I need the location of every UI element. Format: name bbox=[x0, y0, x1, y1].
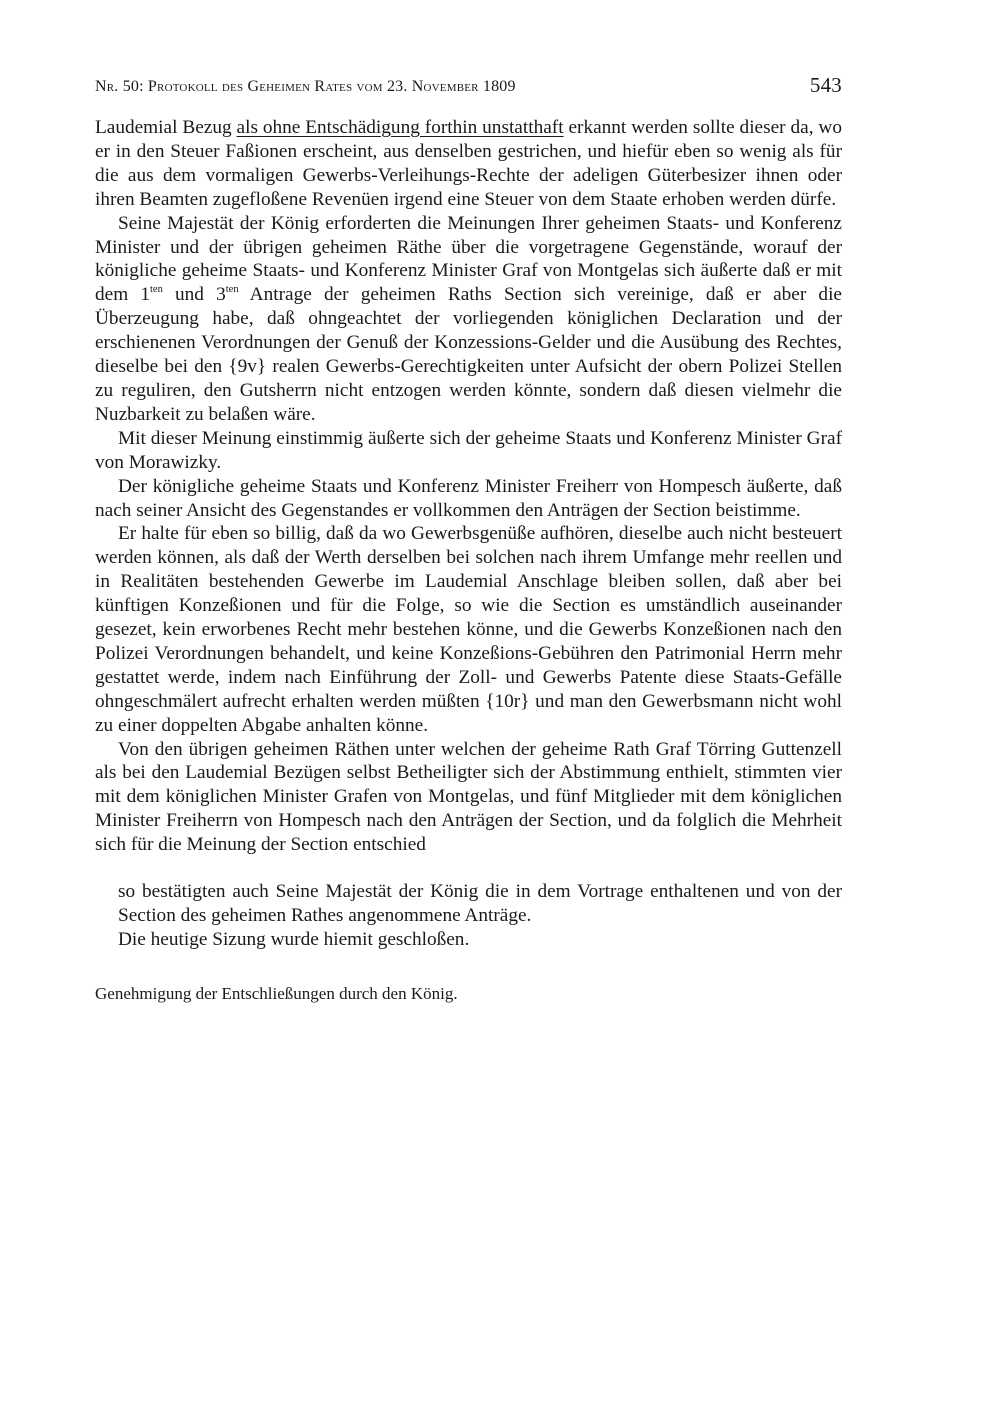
paragraph-3: Mit dieser Meinung einstimmig äußerte sich der geheime Staats und Konferenz Minister Graf von Morawizky. bbox=[95, 427, 842, 473]
page-number: 543 bbox=[809, 73, 842, 97]
running-header bbox=[95, 70, 842, 102]
paragraph-6: Von den übrigen geheimen Räthen unter welchen der geheime Rath Graf Törring Guttenzell als bei den Laudemial Bezügen selbst Betheiligter sich der Abstimmung enthielt, stimmten vier mit dem königlichen Minister Grafen von Montgelas, und fünf Mitglieder mit dem königlichen Minister Freiherrn von Hompesch nach den Anträgen der Section, und da folglich die Mehrheit sich für die Meinung der Section entschied bbox=[95, 738, 842, 856]
superscript-ten-2: ten bbox=[225, 284, 239, 296]
paragraph-1 bbox=[95, 116, 842, 212]
paragraph-5: Er halte für eben so billig, daß da wo Gewerbsgenüße aufhören, dieselbe auch nicht besteuert werden können, als daß der Werth derselben bei solchen nach ihrem Umfange mehr reellen und in Realitäten bestehenden Gewerbe im Laudemial Anschlage bleiben sollen, daß aber bei künftigen Konzeßionen und für die Folge, so wie die Section es umständlich auseinander gesezet, kein erworbenes Recht mehr bestehen könne, und die Gewerbs Konzeßionen nach den Polizei Verordnungen behandelt, und keine Konzeßions-Gebühren den Patrimonial Herrn mehr gestattet werde, indem nach Einführung der Zoll- und Gewerbs Patente diese Staats-Gefälle ohngeschmälert aufrecht erhalten werden müßten {10r} und man den Gewerbsmann nicht wohl zu einer doppelten Abgabe anhalten könne. bbox=[95, 523, 842, 736]
paragraph-2-part-c: Antrage der geheimen Raths Section sich vereinige, daß er aber die Überzeugung habe, daß ohngeachtet der vorliegenden königlichen Declaration und der erschienenen Verordnungen der Genuß der Konzessions-Gelder und die Ausübung des Rechtes, dieselbe bei den {9v} realen Gewerbs-Gerechtigkeiten unter Aufsicht der obern Polizei Stellen zu reguliren, den Gutsherrn nicht entzogen werden könnte, sondern daß diesen vielmehr die Nuzbarkeit zu belaßen wäre. bbox=[95, 284, 842, 425]
underlined-phrase: als ohne Entschädigung forthin unstatthaft bbox=[236, 117, 564, 138]
running-header-title: Nr. 50: Protokoll des Geheimen Rates vom 23. November 1809 bbox=[95, 78, 516, 95]
paragraph-1-rest: erkannt werden sollte dieser da, wo er in den Steuer Faßionen erscheint, aus denselben gestrichen, und hiefür eben so wenig als für die aus dem vormaligen Gewerbs-Verleihungs-Rechte der adeligen Güterbesizer ihnen oder ihren Beamten zugefloßene Revenüen irgend eine Steuer von dem Staate erhoben werden dürfe. bbox=[95, 117, 842, 210]
paragraph-2-part-a: Seine Majestät der König erforderten die Meinungen Ihrer geheimen Staats- und Konferenz Minister und der übrigen geheimen Räthe über die vorgetragene Gegenstände, worauf der königliche geheime Staats- und Konferenz Minister Graf von Montgelas sich äußerte daß er mit dem 1 bbox=[95, 212, 842, 306]
resolution-line-1: so bestätigten auch Seine Majestät der König die in dem Vortrage enthaltenen und von der Section des geheimen Rathes angenommene Anträge. bbox=[118, 881, 842, 926]
document-page bbox=[95, 70, 842, 1005]
resolution-line-2: Die heutige Sizung wurde hiemit geschloßen. bbox=[118, 928, 470, 950]
superscript-ten-1: ten bbox=[150, 284, 163, 296]
paragraph-2 bbox=[95, 212, 842, 427]
resolution-block bbox=[118, 880, 842, 952]
closing-note: Genehmigung der Entschließungen durch den König. bbox=[95, 983, 458, 1003]
paragraph-2-part-b: und 3 bbox=[162, 284, 226, 306]
paragraph-4: Der königliche geheime Staats und Konferenz Minister Freiherr von Hompesch äußerte, daß nach seiner Ansicht des Gegenstandes er vollkommen den Anträgen der Section beistimme. bbox=[95, 475, 842, 521]
paragraph-1-lead: Laudemial Bezug bbox=[95, 117, 237, 138]
main-text bbox=[95, 116, 842, 857]
